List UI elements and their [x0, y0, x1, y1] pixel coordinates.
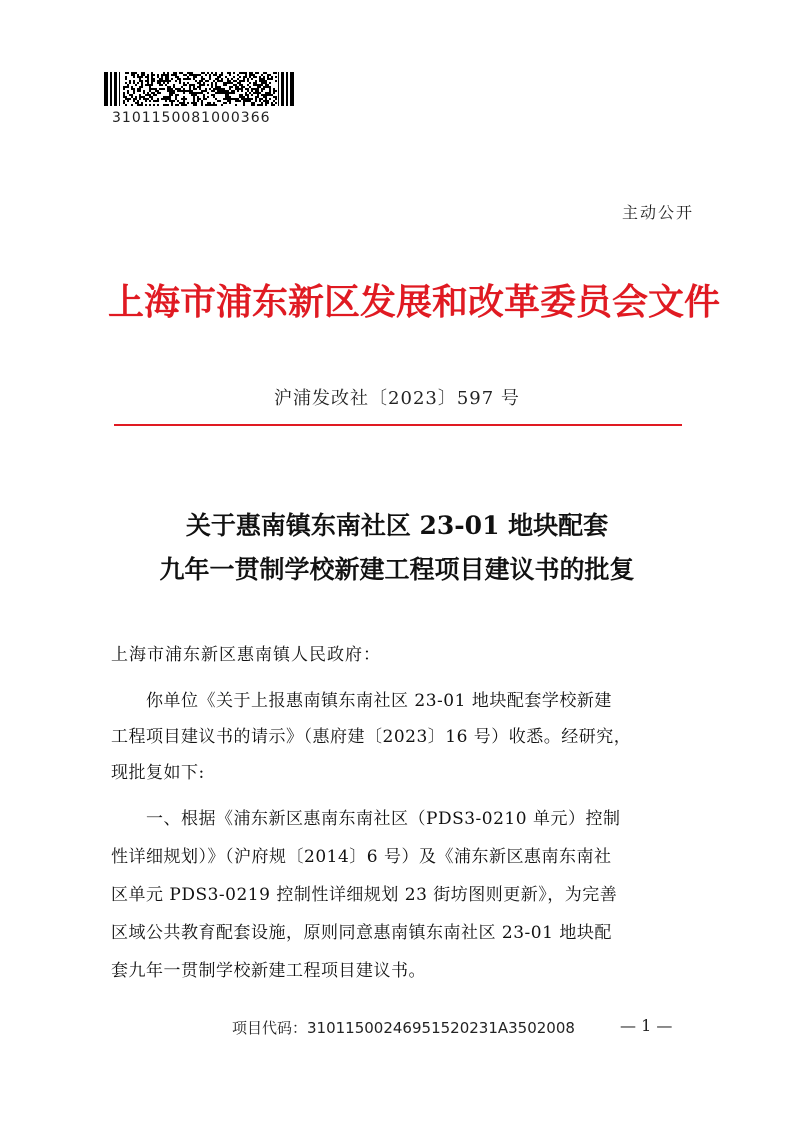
body-line: 一、根据《浦东新区惠南东南社区（PDS3-0210 单元）控制 — [111, 809, 621, 829]
body-line: 工程项目建议书的请示》（惠府建〔2023〕16 号）收悉。经研究， — [111, 727, 632, 747]
project-code: 项目代码：31011500246951520231A3502008 — [232, 1019, 575, 1037]
document-title-line-2: 九年一贯制学校新建工程项目建议书的批复 — [159, 555, 635, 584]
salutation: 上海市浦东新区惠南镇人民政府： — [111, 645, 381, 665]
barcode-image — [104, 72, 294, 106]
barcode-number: 3101150081000366 — [112, 110, 271, 126]
body-line: 区域公共教育配套设施，原则同意惠南镇东南社区 23-01 地块配 — [111, 923, 612, 943]
disclosure-label: 主动公开 — [621, 203, 694, 222]
body-line: 套九年一贯制学校新建工程项目建议书。 — [111, 961, 426, 981]
document-number: 沪浦发改社〔2023〕597 号 — [274, 388, 520, 409]
issuing-authority-title: 上海市浦东新区发展和改革委员会文件 — [108, 281, 721, 323]
body-line: 你单位《关于上报惠南镇东南社区 23-01 地块配套学校新建 — [111, 691, 612, 711]
body-line: 性详细规划）》（沪府规〔2014〕6 号）及《浦东新区惠南东南社 — [111, 847, 612, 867]
red-divider — [114, 424, 682, 426]
page-number: — 1 — — [620, 1016, 673, 1035]
body-line: 现批复如下: — [111, 763, 205, 783]
body-line: 区单元 PDS3-0219 控制性详细规划 23 街坊图则更新》，为完善 — [111, 885, 618, 905]
document-title-line-1: 关于惠南镇东南社区 23-01 地块配套 — [185, 511, 609, 540]
